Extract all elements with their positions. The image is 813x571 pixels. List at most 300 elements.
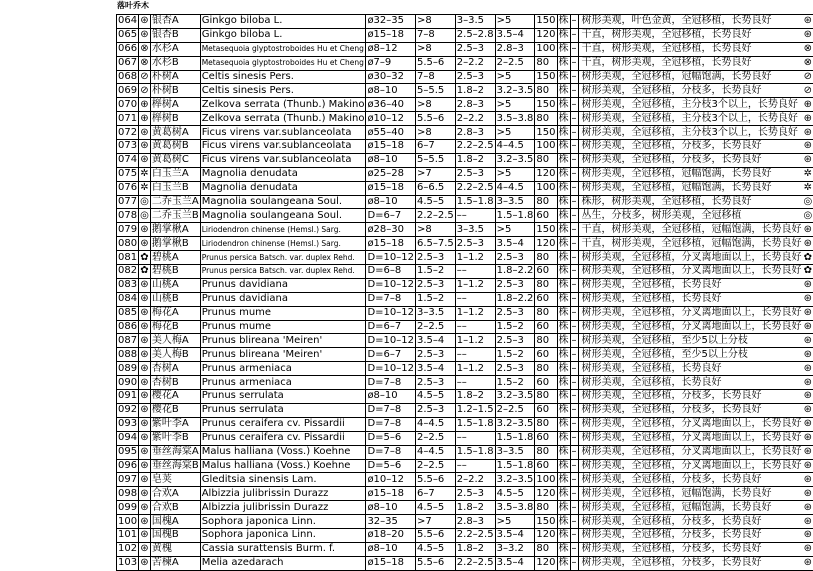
chinese-name: 梅花B <box>150 320 200 334</box>
row-number: 077 <box>117 195 139 209</box>
quantity: – <box>570 167 578 181</box>
branch-height: 1–1.2 <box>455 362 495 376</box>
crown-width: 1.5–2 <box>495 348 535 362</box>
height: 4–4.5 <box>415 445 455 459</box>
legend-symbol-icon: ✲ <box>803 167 813 181</box>
branch-height: 2.8–3 <box>455 98 495 112</box>
unit: 株 <box>557 390 570 404</box>
crown-width: >5 <box>495 223 535 237</box>
crown-width: 3.2–3.5 <box>495 84 535 98</box>
crown-width: 4.5–5 <box>495 487 535 501</box>
row-number: 094 <box>117 431 139 445</box>
branch-height: 1.5–1.8 <box>455 195 495 209</box>
quantity: – <box>570 292 578 306</box>
crown-width: 2–2.5 <box>495 56 535 70</box>
branch-height: 2.8–3 <box>455 126 495 140</box>
plant-symbol-icon: ⊕ <box>139 112 151 126</box>
branch-height: 1–1.2 <box>455 334 495 348</box>
remarks: 树形美观，全冠移植，分枝多，长势良好 <box>581 153 803 167</box>
crown-width: 3.2–3.5 <box>495 390 535 404</box>
chinese-name: 紫叶李A <box>150 417 200 431</box>
plant-symbol-icon: ⊛ <box>139 292 151 306</box>
plant-symbol-icon: ⊛ <box>139 237 151 251</box>
latin-name: Magnolia soulangeana Soul. <box>200 209 366 223</box>
trunk-diameter: ø8–10 <box>366 542 416 556</box>
legend-symbol-icon: ⊛ <box>803 348 813 362</box>
chinese-name: 垂丝海棠A <box>150 445 200 459</box>
unit: 株 <box>557 306 570 320</box>
crown-width: 3.2–3.5 <box>495 417 535 431</box>
trunk-diameter: D=10–12 <box>366 306 416 320</box>
unit: 株 <box>557 251 570 265</box>
soil-ball: 80 <box>535 278 557 292</box>
soil-ball: 80 <box>535 417 557 431</box>
remarks: 干直，树形美观，全冠移植，冠幅饱满，长势良好 <box>581 237 803 251</box>
remarks: 树形美观，全冠移植，冠幅饱满，长势良好 <box>581 181 803 195</box>
soil-ball: 120 <box>535 556 557 570</box>
latin-name: Prunus mume <box>200 306 366 320</box>
row-number: 088 <box>117 348 139 362</box>
legend-symbol-icon: ⊛ <box>803 542 813 556</box>
soil-ball: 100 <box>535 181 557 195</box>
height: 1.5–2 <box>415 265 455 279</box>
quantity: – <box>570 348 578 362</box>
trunk-diameter: D=5–6 <box>366 459 416 473</box>
legend-symbol-icon: ⊛ <box>803 487 813 501</box>
crown-width: 3–3.5 <box>495 195 535 209</box>
trunk-diameter: ø8–10 <box>366 390 416 404</box>
soil-ball: 120 <box>535 167 557 181</box>
latin-name: Prunus blireana 'Meiren' <box>200 348 366 362</box>
plant-schedule-table <box>116 14 813 571</box>
crown-width: 1.8–2.2 <box>495 265 535 279</box>
legend-symbol-icon: ⊛ <box>803 417 813 431</box>
legend-symbol-icon: ⊕ <box>803 112 813 126</box>
plant-symbol-icon: ⊛ <box>139 320 151 334</box>
legend-symbol-icon: ⊛ <box>803 292 813 306</box>
unit: 株 <box>557 70 570 84</box>
remarks: 树形美观，全冠移植，长势良好 <box>581 278 803 292</box>
soil-ball: 80 <box>535 84 557 98</box>
trunk-diameter: ø8–10 <box>366 153 416 167</box>
branch-height: –– <box>455 292 495 306</box>
table-row <box>117 473 813 487</box>
crown-width: 2–2.5 <box>495 403 535 417</box>
row-number: 099 <box>117 501 139 515</box>
legend-symbol-icon: ⊕ <box>803 98 813 112</box>
unit: 株 <box>557 515 570 529</box>
row-number: 069 <box>117 84 139 98</box>
latin-name: Malus halliana (Voss.) Koehne <box>200 445 366 459</box>
chinese-name: 榉树B <box>150 112 200 126</box>
remarks: 干直，树形美观，全冠移植，长势良好 <box>581 56 803 70</box>
crown-width: >5 <box>495 515 535 529</box>
row-number: 076 <box>117 181 139 195</box>
soil-ball: 100 <box>535 473 557 487</box>
height: >8 <box>415 42 455 56</box>
height: >8 <box>415 223 455 237</box>
table-row <box>117 195 813 209</box>
table-row <box>117 556 813 570</box>
table-row <box>117 42 813 56</box>
row-number: 079 <box>117 223 139 237</box>
table-row <box>117 56 813 70</box>
latin-name: Albizzia julibrissin Durazz <box>200 501 366 515</box>
soil-ball: 120 <box>535 487 557 501</box>
row-number: 087 <box>117 334 139 348</box>
latin-name: Zelkova serrata (Thunb.) Makino <box>200 112 366 126</box>
latin-name: Prunus persica Batsch. var. duplex Rehd. <box>200 265 366 279</box>
trunk-diameter: ø8–10 <box>366 84 416 98</box>
soil-ball: 60 <box>535 265 557 279</box>
remarks: 树形美观，全冠移植，主分枝3个以上，长势良好 <box>581 112 803 126</box>
quantity: – <box>570 265 578 279</box>
branch-height: 1.5–1.8 <box>455 417 495 431</box>
legend-symbol-icon: ⊛ <box>803 126 813 140</box>
table-row <box>117 84 813 98</box>
chinese-name: 鹅掌楸A <box>150 223 200 237</box>
plant-symbol-icon: ⊛ <box>139 417 151 431</box>
latin-name: Celtis sinesis Pers. <box>200 84 366 98</box>
height: >7 <box>415 515 455 529</box>
chinese-name: 合欢A <box>150 487 200 501</box>
latin-name: Prunus davidiana <box>200 292 366 306</box>
quantity: – <box>570 195 578 209</box>
legend-symbol-icon: ⊛ <box>803 237 813 251</box>
branch-height: 1.8–2 <box>455 390 495 404</box>
chinese-name: 国槐B <box>150 528 200 542</box>
unit: 株 <box>557 278 570 292</box>
latin-name: Magnolia soulangeana Soul. <box>200 195 366 209</box>
trunk-diameter: ø55–40 <box>366 126 416 140</box>
legend-symbol-icon: ✿ <box>803 251 813 265</box>
quantity: – <box>570 98 578 112</box>
legend-symbol-icon: ⊛ <box>803 362 813 376</box>
table-row <box>117 237 813 251</box>
crown-width: >5 <box>495 98 535 112</box>
soil-ball: 80 <box>535 153 557 167</box>
plant-symbol-icon: ⊛ <box>139 334 151 348</box>
quantity: – <box>570 140 578 154</box>
trunk-diameter: ø32–35 <box>366 15 416 29</box>
height: 2.5–3 <box>415 278 455 292</box>
legend-symbol-icon: ⊛ <box>803 320 813 334</box>
unit: 株 <box>557 542 570 556</box>
row-number: 066 <box>117 42 139 56</box>
latin-name: Sophora japonica Linn. <box>200 515 366 529</box>
latin-name: Gleditsia sinensis Lam. <box>200 473 366 487</box>
soil-ball: 80 <box>535 56 557 70</box>
row-number: 103 <box>117 556 139 570</box>
latin-name: Magnolia denudata <box>200 181 366 195</box>
trunk-diameter: ø30–32 <box>366 70 416 84</box>
remarks: 树形美观，全冠移植，分叉离地面以上，长势良好 <box>581 431 803 445</box>
branch-height: 1.5–1.8 <box>455 445 495 459</box>
height: 3–3.5 <box>415 306 455 320</box>
trunk-diameter: D=10–12 <box>366 362 416 376</box>
chinese-name: 杏树A <box>150 362 200 376</box>
quantity: – <box>570 306 578 320</box>
remarks: 树形美观，全冠移植，分枝多，长势良好 <box>581 473 803 487</box>
plant-symbol-icon: ⊘ <box>139 84 151 98</box>
soil-ball: 80 <box>535 195 557 209</box>
soil-ball: 80 <box>535 112 557 126</box>
legend-symbol-icon: ⊛ <box>803 528 813 542</box>
table-row <box>117 306 813 320</box>
quantity: – <box>570 42 578 56</box>
row-number: 085 <box>117 306 139 320</box>
quantity: – <box>570 334 578 348</box>
crown-width: 2.8–3 <box>495 42 535 56</box>
remarks: 树形美观，全冠移植，至少5以上分枝 <box>581 334 803 348</box>
branch-height: 2–2.2 <box>455 56 495 70</box>
height: 5.5–6 <box>415 56 455 70</box>
remarks: 树形美观，全冠移植，分叉离地面以上，长势良好 <box>581 320 803 334</box>
unit: 株 <box>557 403 570 417</box>
latin-name: Prunus serrulata <box>200 403 366 417</box>
row-number: 081 <box>117 251 139 265</box>
plant-symbol-icon: ✲ <box>139 181 151 195</box>
row-number: 098 <box>117 487 139 501</box>
chinese-name: 白玉兰B <box>150 181 200 195</box>
branch-height: 2.5–3 <box>455 487 495 501</box>
remarks: 树形美观，全冠移植，分叉离地面以上，长势良好 <box>581 251 803 265</box>
latin-name: Magnolia denudata <box>200 167 366 181</box>
height: 2.2–2.5 <box>415 209 455 223</box>
legend-symbol-icon: ◎ <box>803 195 813 209</box>
remarks: 树形美观，全冠移植，冠幅饱满，长势良好 <box>581 167 803 181</box>
trunk-diameter: D=7–8 <box>366 445 416 459</box>
plant-symbol-icon: ⊛ <box>139 348 151 362</box>
height: 2.5–3 <box>415 403 455 417</box>
crown-width: 3.5–3.8 <box>495 112 535 126</box>
trunk-diameter: D=7–8 <box>366 403 416 417</box>
latin-name: Ficus virens var.sublanceolata <box>200 126 366 140</box>
height: 5–5.5 <box>415 153 455 167</box>
crown-width: 3.5–4 <box>495 237 535 251</box>
unit: 株 <box>557 320 570 334</box>
plant-symbol-icon: ✲ <box>139 167 151 181</box>
table-row <box>117 167 813 181</box>
crown-width: 2.5–3 <box>495 251 535 265</box>
soil-ball: 80 <box>535 251 557 265</box>
crown-width: >5 <box>495 167 535 181</box>
soil-ball: 150 <box>535 223 557 237</box>
table-row <box>117 251 813 265</box>
soil-ball: 60 <box>535 348 557 362</box>
chinese-name: 白玉兰A <box>150 167 200 181</box>
legend-symbol-icon: ✿ <box>803 265 813 279</box>
table-row <box>117 209 813 223</box>
crown-width: 3.5–4 <box>495 28 535 42</box>
quantity: – <box>570 390 578 404</box>
branch-height: 1–1.2 <box>455 306 495 320</box>
plant-symbol-icon: ⊘ <box>139 70 151 84</box>
trunk-diameter: D=6–7 <box>366 348 416 362</box>
remarks: 树形美观，全冠移植，长势良好 <box>581 362 803 376</box>
row-number: 078 <box>117 209 139 223</box>
unit: 株 <box>557 140 570 154</box>
trunk-diameter: D=7–8 <box>366 292 416 306</box>
soil-ball: 60 <box>535 376 557 390</box>
quantity: – <box>570 320 578 334</box>
plant-symbol-icon: ⊛ <box>139 515 151 529</box>
plant-symbol-icon: ⊛ <box>139 376 151 390</box>
chinese-name: 垂丝海棠B <box>150 459 200 473</box>
quantity: – <box>570 376 578 390</box>
height: 2.5–3 <box>415 348 455 362</box>
unit: 株 <box>557 487 570 501</box>
branch-height: –– <box>455 265 495 279</box>
trunk-diameter: D=7–8 <box>366 376 416 390</box>
chinese-name: 紫叶李B <box>150 431 200 445</box>
chinese-name: 美人梅B <box>150 348 200 362</box>
height: 3.5–4 <box>415 362 455 376</box>
row-number: 071 <box>117 112 139 126</box>
row-number: 070 <box>117 98 139 112</box>
branch-height: –– <box>455 376 495 390</box>
table-row <box>117 265 813 279</box>
plant-symbol-icon: ⊛ <box>139 445 151 459</box>
unit: 株 <box>557 237 570 251</box>
soil-ball: 120 <box>535 528 557 542</box>
crown-width: 1.5–2 <box>495 320 535 334</box>
quantity: – <box>570 112 578 126</box>
table-row <box>117 28 813 42</box>
unit: 株 <box>557 223 570 237</box>
height: 4.5–5 <box>415 390 455 404</box>
crown-width: 2.5–3 <box>495 334 535 348</box>
latin-name: Malus halliana (Voss.) Koehne <box>200 459 366 473</box>
table-row <box>117 223 813 237</box>
table-row <box>117 390 813 404</box>
latin-name: Prunus serrulata <box>200 390 366 404</box>
latin-name: Metasequoia glyptostroboides Hu et Cheng <box>200 56 366 70</box>
latin-name: Prunus ceraifera cv. Pissardii <box>200 417 366 431</box>
height: 4–4.5 <box>415 417 455 431</box>
plant-symbol-icon: ⊛ <box>139 403 151 417</box>
unit: 株 <box>557 28 570 42</box>
chinese-name: 黄葛树B <box>150 140 200 154</box>
legend-symbol-icon: ⊘ <box>803 70 813 84</box>
legend-symbol-icon: ⊛ <box>803 140 813 154</box>
trunk-diameter: D=10–12 <box>366 251 416 265</box>
row-number: 093 <box>117 417 139 431</box>
crown-width: 3–3.5 <box>495 445 535 459</box>
latin-name: Prunus armeniaca <box>200 362 366 376</box>
branch-height: 1–1.2 <box>455 251 495 265</box>
crown-width: 3.5–3.8 <box>495 501 535 515</box>
crown-width: 1.5–2 <box>495 376 535 390</box>
latin-name: Prunus ceraifera cv. Pissardii <box>200 431 366 445</box>
chinese-name: 皂荚 <box>150 473 200 487</box>
latin-name: Zelkova serrata (Thunb.) Makino <box>200 98 366 112</box>
chinese-name: 黄葛树A <box>150 126 200 140</box>
legend-symbol-icon: ⊛ <box>803 15 813 29</box>
table-row <box>117 487 813 501</box>
legend-symbol-icon: ⊛ <box>803 459 813 473</box>
legend-symbol-icon: ⊛ <box>803 431 813 445</box>
unit: 株 <box>557 445 570 459</box>
branch-height: 2.5–3 <box>455 70 495 84</box>
height: 6.5–7.5 <box>415 237 455 251</box>
soil-ball: 150 <box>535 126 557 140</box>
row-number: 096 <box>117 459 139 473</box>
row-number: 082 <box>117 265 139 279</box>
crown-width: 1.5–1.8 <box>495 431 535 445</box>
branch-height: 2.2–2.5 <box>455 181 495 195</box>
soil-ball: 60 <box>535 292 557 306</box>
table-row <box>117 445 813 459</box>
height: >8 <box>415 98 455 112</box>
plant-symbol-icon: ⊛ <box>139 556 151 570</box>
trunk-diameter: ø28–30 <box>366 223 416 237</box>
soil-ball: 60 <box>535 459 557 473</box>
quantity: – <box>570 153 578 167</box>
chinese-name: 碧桃A <box>150 251 200 265</box>
trunk-diameter: 32–35 <box>366 515 416 529</box>
height: 4.5–5 <box>415 501 455 515</box>
table-row <box>117 98 813 112</box>
trunk-diameter: ø10–12 <box>366 473 416 487</box>
chinese-name: 榉树A <box>150 98 200 112</box>
branch-height: 1–1.2 <box>455 278 495 292</box>
legend-symbol-icon: ⊗ <box>803 42 813 56</box>
chinese-name: 樱花A <box>150 390 200 404</box>
height: 6–6.5 <box>415 181 455 195</box>
table-row <box>117 403 813 417</box>
legend-symbol-icon: ⊘ <box>803 84 813 98</box>
plant-symbol-icon: ⊛ <box>139 15 151 29</box>
remarks: 树形美观，全冠移植，分叉离地面以上，长势良好 <box>581 265 803 279</box>
branch-height: 3–3.5 <box>455 15 495 29</box>
legend-symbol-icon: ⊛ <box>803 445 813 459</box>
plant-symbol-icon: ⊛ <box>139 487 151 501</box>
row-number: 090 <box>117 376 139 390</box>
crown-width: 4–4.5 <box>495 181 535 195</box>
row-number: 074 <box>117 153 139 167</box>
unit: 株 <box>557 15 570 29</box>
height: 2.5–3 <box>415 251 455 265</box>
quantity: – <box>570 126 578 140</box>
table-header-title: 落叶乔木 <box>117 0 149 11</box>
row-number: 095 <box>117 445 139 459</box>
soil-ball: 60 <box>535 320 557 334</box>
unit: 株 <box>557 556 570 570</box>
unit: 株 <box>557 153 570 167</box>
chinese-name: 樱花B <box>150 403 200 417</box>
chinese-name: 梅花A <box>150 306 200 320</box>
table-row <box>117 181 813 195</box>
plant-symbol-icon: ⊛ <box>139 542 151 556</box>
remarks: 树形美观，全冠移植，长势良好 <box>581 376 803 390</box>
quantity: – <box>570 209 578 223</box>
latin-name: Prunus armeniaca <box>200 376 366 390</box>
trunk-diameter: D=6–7 <box>366 209 416 223</box>
quantity: – <box>570 459 578 473</box>
remarks: 树形美观，全冠移植，长势良好 <box>581 292 803 306</box>
plant-symbol-icon: ⊛ <box>139 431 151 445</box>
row-number: 073 <box>117 140 139 154</box>
table-row <box>117 542 813 556</box>
quantity: – <box>570 56 578 70</box>
crown-width: 2.5–3 <box>495 306 535 320</box>
remarks: 干直，树形美观，全冠移植，长势良好 <box>581 28 803 42</box>
chinese-name: 碧桃B <box>150 265 200 279</box>
quantity: – <box>570 431 578 445</box>
remarks: 树形美观，全冠移植，分枝多，长势良好 <box>581 390 803 404</box>
trunk-diameter: D=7–8 <box>366 417 416 431</box>
